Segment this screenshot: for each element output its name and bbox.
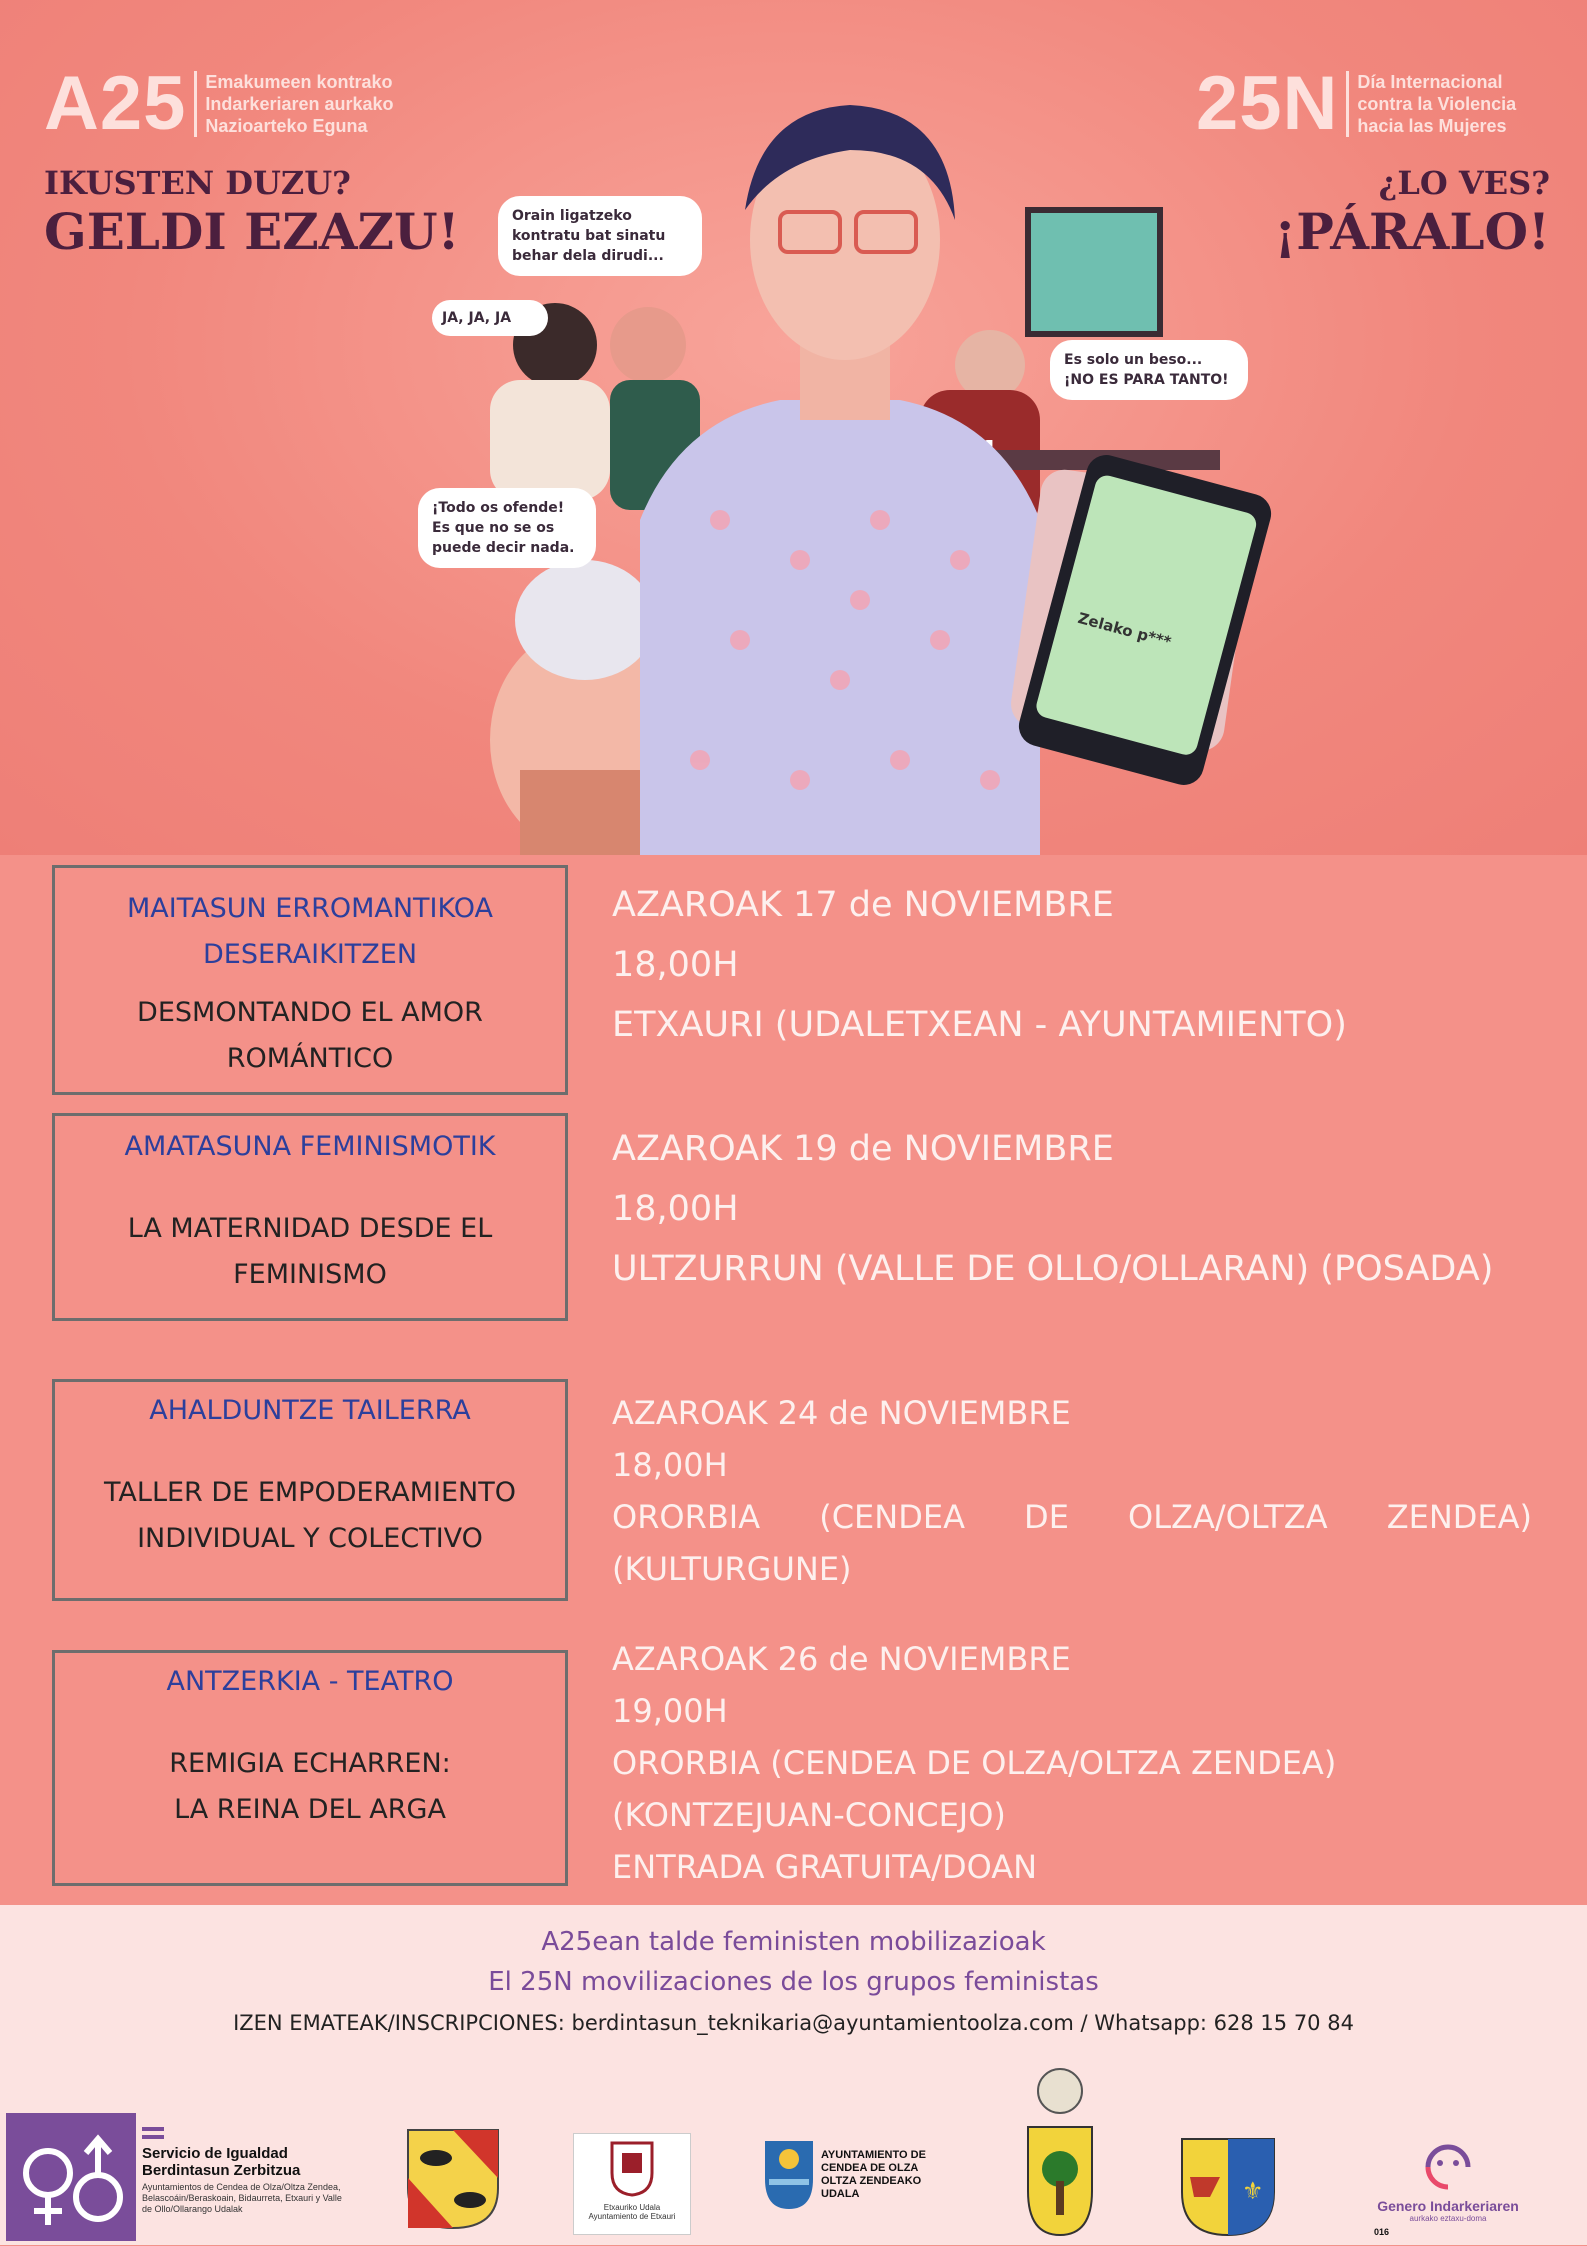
man-suit-figure [610, 307, 686, 383]
event-4-title-es-1: REMIGIA ECHARREN: [169, 1748, 451, 1779]
etxauri-shield-icon [607, 2138, 657, 2198]
footer-line-eu: A25ean talde feministen mobilizazioak [541, 1927, 1046, 1957]
igualdad-logo [6, 2113, 136, 2241]
event-2-date: AZAROAK 19 de NOVIEMBRE [612, 1129, 1114, 1169]
phone-message: Zelako p*** [1076, 608, 1174, 652]
event-2-title-es: LA MATERNIDAD DESDE EL FEMINISMO [55, 1206, 565, 1321]
olza-logo: AYUNTAMIENTO DE CENDEA DE OLZA OLTZA ZENDEAKO UDALA [763, 2135, 943, 2215]
event-3-time: 18,00H [612, 1446, 728, 1484]
event-3-title-box [52, 1379, 568, 1601]
event-1-details [612, 875, 1532, 1055]
football-fan-figure [955, 330, 1025, 400]
event-2-details [612, 1119, 1532, 1299]
coat-of-arms-ollo-icon [1020, 2061, 1100, 2239]
illustration-art [0, 0, 1587, 855]
violence-awareness-icon [1416, 2133, 1480, 2193]
event-3-details [612, 1387, 1532, 1595]
footer-line-es: El 25N movilizaciones de los grupos feministas [488, 1967, 1099, 1997]
event-3-title-es: TALLER DE EMPODERAMIENTO INDIVIDUAL Y COLECTIVO [55, 1470, 565, 1601]
elderly-woman-hair [515, 560, 655, 680]
speech-bubble-offend: ¡Todo os ofende! Es que no se os puede decir nada. [418, 488, 596, 568]
coat-of-arms-belascoain-icon [406, 2128, 500, 2230]
tv-screen [1028, 210, 1160, 334]
event-4-title-eu: ANTZERKIA - TEATRO [55, 1650, 565, 1705]
event-2-time: 18,00H [612, 1189, 739, 1229]
coat-of-arms-bidaurreta-icon [1180, 2137, 1276, 2237]
slogan-spanish: ¿LO VES? ¡PÁRALO! [1274, 164, 1550, 261]
event-3-title-eu: AHALDUNTZE TAILERRA [55, 1379, 565, 1434]
25n-subtitle: Día Internacional contra la Violencia hacia las Mujeres [1346, 71, 1516, 137]
events-section [0, 855, 1587, 1905]
event-2-place: ULTZURRUN (VALLE DE OLLO/OLLARAN) (POSADA) [612, 1249, 1494, 1289]
event-1-title-eu: MAITASUN ERROMANTIKOA DESERAIKITZEN [55, 865, 565, 978]
event-1-title-box [52, 865, 568, 1095]
event-1-place: ETXAURI (UDALETXEAN - AYUNTAMIENTO) [612, 1005, 1347, 1045]
main-figure-shirt [640, 400, 1040, 855]
event-4-date: AZAROAK 26 de NOVIEMBRE [612, 1640, 1071, 1678]
event-4-details [612, 1633, 1532, 1893]
event-1-title-es: DESMONTANDO EL AMOR ROMÁNTICO [55, 990, 565, 1095]
event-4-entry: ENTRADA GRATUITA/DOAN [612, 1848, 1038, 1886]
speech-bubble-kiss: Es solo un beso... ¡NO ES PARA TANTO! [1050, 340, 1248, 400]
event-4-title-box [52, 1650, 568, 1886]
a25-title: A25 [44, 61, 187, 146]
speech-bubble-laugh: JA, JA, JA [432, 300, 548, 336]
event-1-time: 18,00H [612, 945, 739, 985]
event-2-title-box [52, 1113, 568, 1321]
olza-shield-icon [763, 2139, 815, 2211]
event-1-date: AZAROAK 17 de NOVIEMBRE [612, 885, 1114, 925]
footer-registration: IZEN EMATEAK/INSCRIPCIONES: berdintasun_teknikaria@ayuntamientoolza.com / Whatsapp: 628 15 70 84 [233, 2011, 1354, 2035]
genero-indarkeriaren-logo: Genero Indarkeriaren aurkako eztaxu-doma 016 [1368, 2133, 1528, 2237]
25n-title: 25N [1196, 61, 1339, 146]
event-3-place: ORORBIA (CENDEA DE OLZA/OLTZA ZENDEA) (KULTURGUNE) [612, 1498, 1532, 1588]
svg-text:⚜: ⚜ [1242, 2177, 1264, 2205]
event-4-place-1: ORORBIA (CENDEA DE OLZA/OLTZA ZENDEA) [612, 1744, 1337, 1782]
igualdad-text: Servicio de Igualdad Berdintasun Zerbitzua Ayuntamientos de Cendea de Olza/Oltza Zendea, Belascoáin/Beraskoain, Bidaurreta, Etxauri y Valle de Ollo/Ollarango Udalak [142, 2127, 342, 2215]
etxauri-logo: Etxauriko Udala Ayuntamiento de Etxauri [573, 2133, 691, 2235]
gender-symbols-icon [6, 2113, 136, 2241]
slogan-basque: IKUSTEN DUZU? GELDI EZAZU! [44, 164, 460, 261]
event-4-time: 19,00H [612, 1692, 728, 1730]
event-4-title-es-2: LA REINA DEL ARGA [55, 1787, 565, 1886]
event-3-date: AZAROAK 24 de NOVIEMBRE [612, 1394, 1071, 1432]
event-2-title-eu: AMATASUNA FEMINISMOTIK [55, 1113, 565, 1170]
hero-illustration [0, 0, 1587, 855]
footer [0, 1905, 1587, 2245]
event-4-place-2: (KONTZEJUAN-CONCEJO) [612, 1796, 1006, 1834]
speech-bubble-contract: Orain ligatzeko kontratu bat sinatu behar dela dirudi... [498, 196, 702, 276]
a25-subtitle: Emakumeen kontrako Indarkeriaren aurkako Nazioarteko Eguna [194, 71, 393, 137]
